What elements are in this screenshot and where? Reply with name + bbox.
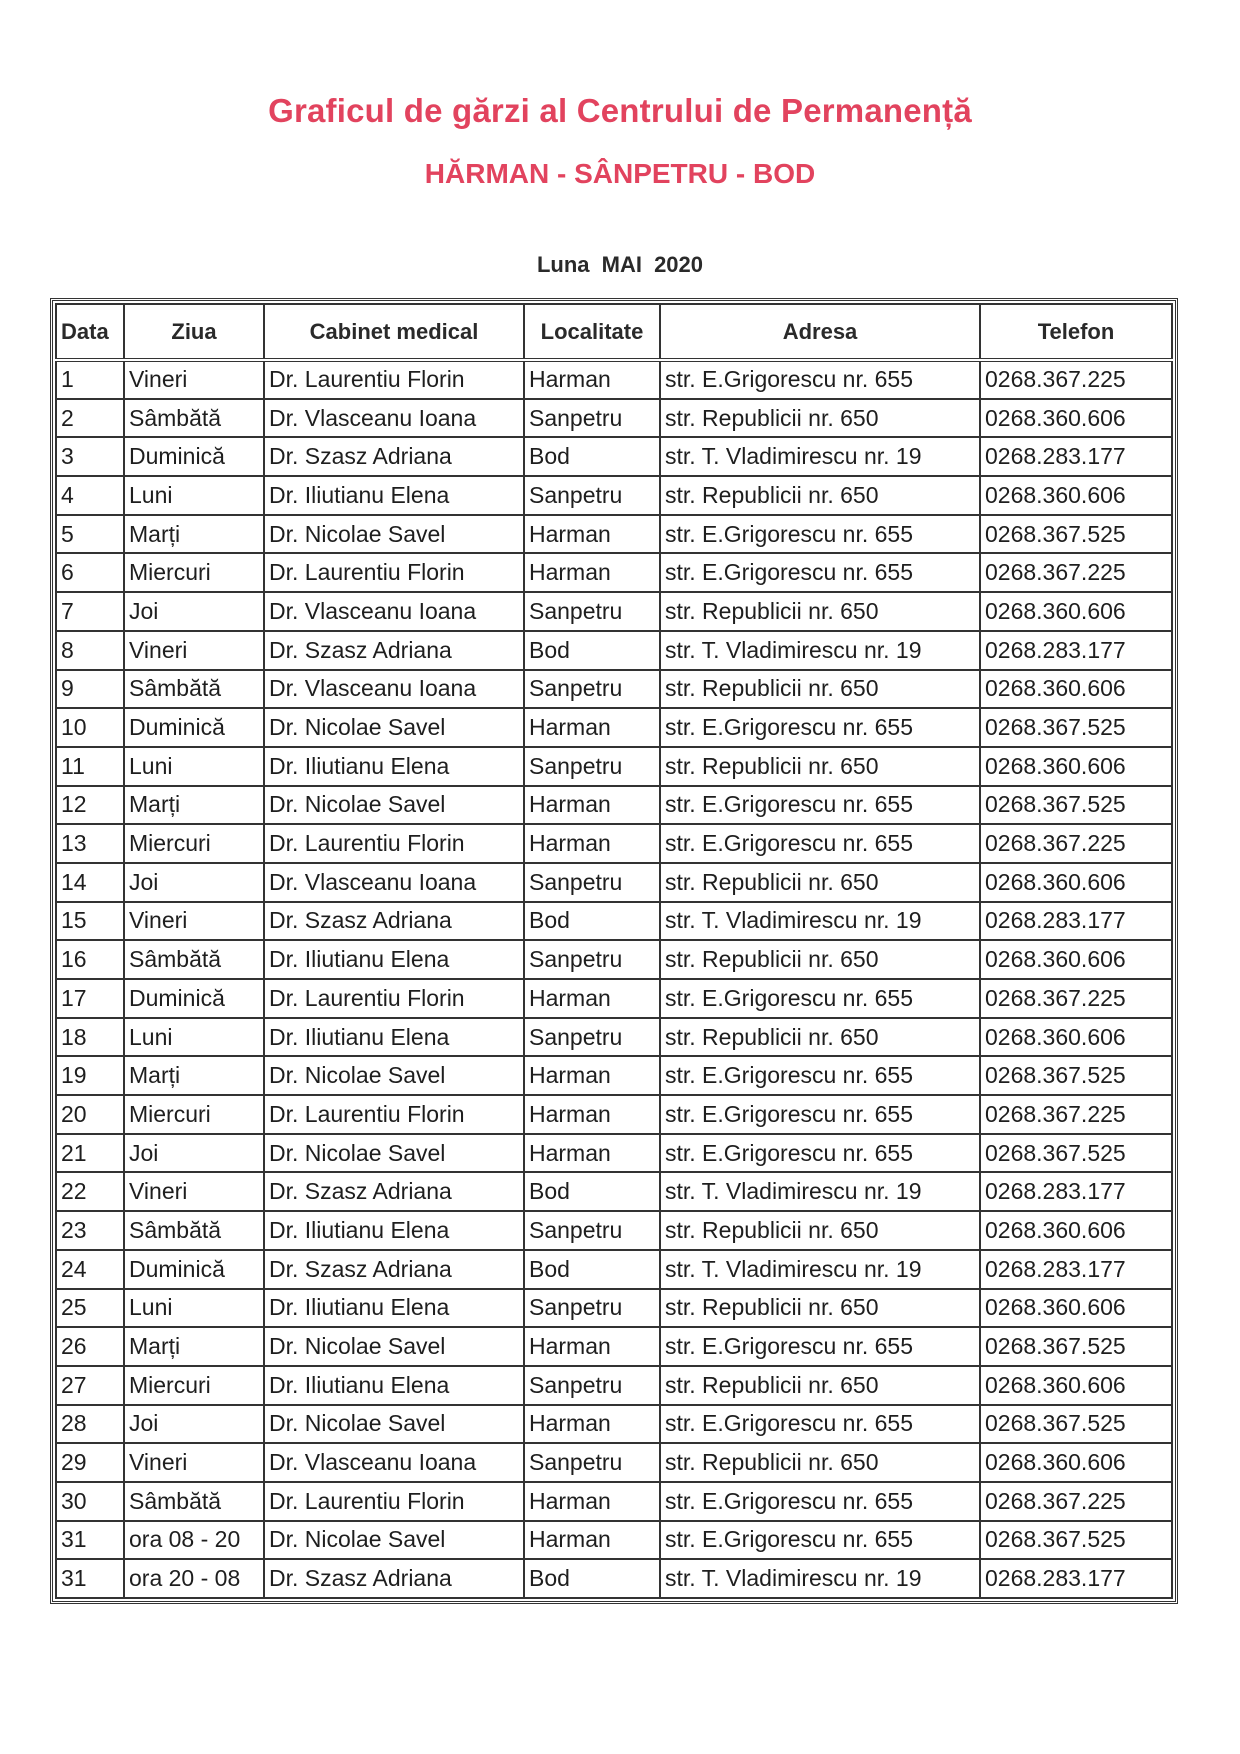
header-localitate: Localitate — [524, 304, 660, 360]
cell-phone: 0268.367.525 — [980, 1056, 1172, 1095]
table-row — [56, 437, 1172, 476]
cell-cabinet: Dr. Laurentiu Florin — [264, 824, 524, 863]
table-row — [56, 1482, 1172, 1521]
cell-phone: 0268.283.177 — [980, 902, 1172, 941]
cell-date: 17 — [56, 979, 124, 1018]
cell-phone: 0268.367.225 — [980, 360, 1172, 399]
cell-locality: Bod — [524, 631, 660, 670]
cell-address: str. Republicii nr. 650 — [660, 1018, 980, 1057]
cell-day: Sâmbătă — [124, 399, 264, 438]
cell-locality: Harman — [524, 1521, 660, 1560]
cell-cabinet: Dr. Szasz Adriana — [264, 1172, 524, 1211]
cell-cabinet: Dr. Iliutianu Elena — [264, 747, 524, 786]
cell-cabinet: Dr. Vlasceanu Ioana — [264, 1443, 524, 1482]
table-row — [56, 1443, 1172, 1482]
cell-date: 3 — [56, 437, 124, 476]
cell-phone: 0268.360.606 — [980, 670, 1172, 709]
table-header-row — [56, 304, 1172, 360]
cell-day: Sâmbătă — [124, 1482, 264, 1521]
cell-day: Vineri — [124, 360, 264, 399]
cell-address: str. T. Vladimirescu nr. 19 — [660, 902, 980, 941]
cell-day: Vineri — [124, 1172, 264, 1211]
cell-locality: Bod — [524, 1559, 660, 1598]
table-row — [56, 1405, 1172, 1444]
table-row — [56, 515, 1172, 554]
cell-phone: 0268.360.606 — [980, 863, 1172, 902]
cell-cabinet: Dr. Nicolae Savel — [264, 786, 524, 825]
cell-cabinet: Dr. Laurentiu Florin — [264, 1482, 524, 1521]
cell-locality: Harman — [524, 824, 660, 863]
cell-locality: Harman — [524, 1134, 660, 1173]
cell-day: Miercuri — [124, 1366, 264, 1405]
cell-address: str. Republicii nr. 650 — [660, 1443, 980, 1482]
cell-phone: 0268.360.606 — [980, 1443, 1172, 1482]
cell-phone: 0268.283.177 — [980, 1559, 1172, 1598]
cell-locality: Sanpetru — [524, 399, 660, 438]
cell-day: Marți — [124, 1327, 264, 1366]
cell-cabinet: Dr. Vlasceanu Ioana — [264, 399, 524, 438]
cell-locality: Harman — [524, 708, 660, 747]
table-row — [56, 1289, 1172, 1328]
cell-date: 9 — [56, 670, 124, 709]
table-body — [56, 360, 1172, 1598]
cell-date: 2 — [56, 399, 124, 438]
cell-cabinet: Dr. Nicolae Savel — [264, 1134, 524, 1173]
cell-day: Vineri — [124, 1443, 264, 1482]
cell-cabinet: Dr. Iliutianu Elena — [264, 1018, 524, 1057]
cell-phone: 0268.367.525 — [980, 1521, 1172, 1560]
cell-phone: 0268.367.225 — [980, 979, 1172, 1018]
cell-cabinet: Dr. Laurentiu Florin — [264, 553, 524, 592]
cell-day: Marți — [124, 515, 264, 554]
cell-address: str. Republicii nr. 650 — [660, 476, 980, 515]
table-row — [56, 399, 1172, 438]
header-cabinet-medical: Cabinet medical — [264, 304, 524, 360]
cell-phone: 0268.367.525 — [980, 708, 1172, 747]
month-label: Luna MAI 2020 — [536, 252, 704, 277]
cell-phone: 0268.360.606 — [980, 940, 1172, 979]
cell-address: str. Republicii nr. 650 — [660, 747, 980, 786]
cell-day: Duminică — [124, 708, 264, 747]
cell-day: Miercuri — [124, 553, 264, 592]
table-row — [56, 1327, 1172, 1366]
cell-date: 13 — [56, 824, 124, 863]
cell-phone: 0268.367.225 — [980, 1095, 1172, 1134]
cell-day: Joi — [124, 863, 264, 902]
cell-locality: Sanpetru — [524, 592, 660, 631]
table-row — [56, 1559, 1172, 1598]
table-row — [56, 553, 1172, 592]
cell-cabinet: Dr. Laurentiu Florin — [264, 979, 524, 1018]
table-row — [56, 1056, 1172, 1095]
cell-address: str. E.Grigorescu nr. 655 — [660, 824, 980, 863]
cell-phone: 0268.360.606 — [980, 476, 1172, 515]
cell-cabinet: Dr. Iliutianu Elena — [264, 1211, 524, 1250]
cell-day: Marți — [124, 1056, 264, 1095]
cell-address: str. E.Grigorescu nr. 655 — [660, 1095, 980, 1134]
cell-day: Sâmbătă — [124, 670, 264, 709]
cell-date: 31 — [56, 1559, 124, 1598]
cell-locality: Harman — [524, 786, 660, 825]
cell-date: 29 — [56, 1443, 124, 1482]
table-row — [56, 592, 1172, 631]
cell-date: 4 — [56, 476, 124, 515]
cell-locality: Sanpetru — [524, 1443, 660, 1482]
cell-locality: Sanpetru — [524, 863, 660, 902]
cell-cabinet: Dr. Vlasceanu Ioana — [264, 592, 524, 631]
cell-locality: Harman — [524, 1327, 660, 1366]
cell-locality: Bod — [524, 902, 660, 941]
cell-address: str. E.Grigorescu nr. 655 — [660, 1327, 980, 1366]
cell-address: str. E.Grigorescu nr. 655 — [660, 979, 980, 1018]
cell-locality: Harman — [524, 1482, 660, 1521]
cell-address: str. E.Grigorescu nr. 655 — [660, 1405, 980, 1444]
cell-locality: Bod — [524, 1250, 660, 1289]
cell-locality: Harman — [524, 515, 660, 554]
cell-locality: Sanpetru — [524, 747, 660, 786]
cell-day: Duminică — [124, 437, 264, 476]
cell-cabinet: Dr. Szasz Adriana — [264, 631, 524, 670]
cell-phone: 0268.367.525 — [980, 1327, 1172, 1366]
table-row — [56, 1134, 1172, 1173]
cell-day: Sâmbătă — [124, 1211, 264, 1250]
cell-address: str. E.Grigorescu nr. 655 — [660, 1482, 980, 1521]
cell-locality: Sanpetru — [524, 940, 660, 979]
cell-date: 10 — [56, 708, 124, 747]
cell-locality: Harman — [524, 1095, 660, 1134]
cell-date: 14 — [56, 863, 124, 902]
cell-cabinet: Dr. Nicolae Savel — [264, 1405, 524, 1444]
cell-locality: Bod — [524, 437, 660, 476]
cell-cabinet: Dr. Szasz Adriana — [264, 902, 524, 941]
cell-date: 18 — [56, 1018, 124, 1057]
cell-address: str. Republicii nr. 650 — [660, 1211, 980, 1250]
header-ziua: Ziua — [124, 304, 264, 360]
cell-address: str. Republicii nr. 650 — [660, 592, 980, 631]
table-row — [56, 360, 1172, 399]
cell-address: str. E.Grigorescu nr. 655 — [660, 1134, 980, 1173]
cell-address: str. Republicii nr. 650 — [660, 940, 980, 979]
cell-date: 19 — [56, 1056, 124, 1095]
cell-cabinet: Dr. Iliutianu Elena — [264, 1366, 524, 1405]
cell-phone: 0268.360.606 — [980, 1211, 1172, 1250]
cell-address: str. E.Grigorescu nr. 655 — [660, 708, 980, 747]
table-row — [56, 476, 1172, 515]
table-row — [56, 708, 1172, 747]
cell-locality: Harman — [524, 979, 660, 1018]
cell-phone: 0268.367.225 — [980, 553, 1172, 592]
cell-date: 7 — [56, 592, 124, 631]
cell-day: Duminică — [124, 1250, 264, 1289]
cell-day: ora 20 - 08 — [124, 1559, 264, 1598]
cell-address: str. E.Grigorescu nr. 655 — [660, 360, 980, 399]
cell-address: str. Republicii nr. 650 — [660, 863, 980, 902]
cell-date: 11 — [56, 747, 124, 786]
table-row — [56, 1521, 1172, 1560]
schedule-table-frame — [50, 298, 1178, 1604]
cell-phone: 0268.283.177 — [980, 437, 1172, 476]
cell-phone: 0268.360.606 — [980, 1366, 1172, 1405]
cell-day: ora 08 - 20 — [124, 1521, 264, 1560]
document-subtitle: HĂRMAN - SÂNPETRU - BOD — [424, 158, 816, 189]
cell-locality: Harman — [524, 553, 660, 592]
cell-cabinet: Dr. Nicolae Savel — [264, 1327, 524, 1366]
cell-day: Vineri — [124, 631, 264, 670]
cell-date: 23 — [56, 1211, 124, 1250]
cell-day: Joi — [124, 592, 264, 631]
table-row — [56, 979, 1172, 1018]
table-row — [56, 631, 1172, 670]
cell-phone: 0268.367.525 — [980, 1405, 1172, 1444]
table-row — [56, 786, 1172, 825]
cell-cabinet: Dr. Szasz Adriana — [264, 1559, 524, 1598]
cell-cabinet: Dr. Laurentiu Florin — [264, 1095, 524, 1134]
table-row — [56, 863, 1172, 902]
cell-address: str. T. Vladimirescu nr. 19 — [660, 1250, 980, 1289]
cell-date: 22 — [56, 1172, 124, 1211]
cell-cabinet: Dr. Nicolae Savel — [264, 1056, 524, 1095]
cell-address: str. T. Vladimirescu nr. 19 — [660, 631, 980, 670]
cell-address: str. E.Grigorescu nr. 655 — [660, 1056, 980, 1095]
cell-date: 30 — [56, 1482, 124, 1521]
document-title: Graficul de gărzi al Centrului de Permanență — [268, 92, 972, 129]
cell-cabinet: Dr. Iliutianu Elena — [264, 476, 524, 515]
cell-day: Marți — [124, 786, 264, 825]
cell-locality: Sanpetru — [524, 1018, 660, 1057]
cell-phone: 0268.360.606 — [980, 1018, 1172, 1057]
table-row — [56, 1211, 1172, 1250]
cell-locality: Sanpetru — [524, 1289, 660, 1328]
cell-cabinet: Dr. Iliutianu Elena — [264, 940, 524, 979]
cell-date: 24 — [56, 1250, 124, 1289]
cell-date: 28 — [56, 1405, 124, 1444]
header-telefon: Telefon — [980, 304, 1172, 360]
cell-date: 8 — [56, 631, 124, 670]
cell-locality: Bod — [524, 1172, 660, 1211]
cell-address: str. Republicii nr. 650 — [660, 1289, 980, 1328]
cell-date: 26 — [56, 1327, 124, 1366]
cell-date: 25 — [56, 1289, 124, 1328]
cell-day: Sâmbătă — [124, 940, 264, 979]
table-row — [56, 824, 1172, 863]
cell-address: str. T. Vladimirescu nr. 19 — [660, 1172, 980, 1211]
cell-date: 16 — [56, 940, 124, 979]
cell-locality: Sanpetru — [524, 670, 660, 709]
cell-date: 5 — [56, 515, 124, 554]
cell-day: Luni — [124, 1018, 264, 1057]
table-row — [56, 902, 1172, 941]
cell-phone: 0268.283.177 — [980, 1172, 1172, 1211]
cell-phone: 0268.367.225 — [980, 1482, 1172, 1521]
header-data: Data — [56, 304, 124, 360]
cell-cabinet: Dr. Nicolae Savel — [264, 515, 524, 554]
cell-phone: 0268.367.225 — [980, 824, 1172, 863]
cell-phone: 0268.360.606 — [980, 1289, 1172, 1328]
cell-date: 12 — [56, 786, 124, 825]
cell-day: Luni — [124, 747, 264, 786]
cell-locality: Harman — [524, 1056, 660, 1095]
table-row — [56, 747, 1172, 786]
table-row — [56, 940, 1172, 979]
cell-address: str. T. Vladimirescu nr. 19 — [660, 437, 980, 476]
cell-locality: Sanpetru — [524, 1211, 660, 1250]
cell-day: Miercuri — [124, 1095, 264, 1134]
cell-phone: 0268.360.606 — [980, 399, 1172, 438]
cell-day: Duminică — [124, 979, 264, 1018]
cell-date: 31 — [56, 1521, 124, 1560]
cell-cabinet: Dr. Laurentiu Florin — [264, 360, 524, 399]
table-row — [56, 1172, 1172, 1211]
schedule-table — [55, 303, 1173, 1599]
cell-address: str. Republicii nr. 650 — [660, 670, 980, 709]
table-row — [56, 1366, 1172, 1405]
cell-date: 15 — [56, 902, 124, 941]
cell-cabinet: Dr. Szasz Adriana — [264, 437, 524, 476]
cell-address: str. E.Grigorescu nr. 655 — [660, 786, 980, 825]
cell-date: 20 — [56, 1095, 124, 1134]
header-adresa: Adresa — [660, 304, 980, 360]
table-row — [56, 1095, 1172, 1134]
cell-cabinet: Dr. Szasz Adriana — [264, 1250, 524, 1289]
cell-phone: 0268.367.525 — [980, 1134, 1172, 1173]
cell-locality: Harman — [524, 1405, 660, 1444]
cell-day: Luni — [124, 1289, 264, 1328]
cell-address: str. Republicii nr. 650 — [660, 399, 980, 438]
cell-address: str. E.Grigorescu nr. 655 — [660, 553, 980, 592]
cell-phone: 0268.367.525 — [980, 786, 1172, 825]
cell-address: str. E.Grigorescu nr. 655 — [660, 515, 980, 554]
cell-locality: Sanpetru — [524, 476, 660, 515]
cell-cabinet: Dr. Iliutianu Elena — [264, 1289, 524, 1328]
cell-locality: Harman — [524, 360, 660, 399]
cell-date: 6 — [56, 553, 124, 592]
cell-address: str. E.Grigorescu nr. 655 — [660, 1521, 980, 1560]
cell-phone: 0268.360.606 — [980, 592, 1172, 631]
table-row — [56, 670, 1172, 709]
cell-day: Joi — [124, 1405, 264, 1444]
cell-address: str. T. Vladimirescu nr. 19 — [660, 1559, 980, 1598]
cell-phone: 0268.367.525 — [980, 515, 1172, 554]
cell-day: Vineri — [124, 902, 264, 941]
cell-day: Miercuri — [124, 824, 264, 863]
table-row — [56, 1250, 1172, 1289]
cell-day: Luni — [124, 476, 264, 515]
cell-cabinet: Dr. Vlasceanu Ioana — [264, 863, 524, 902]
cell-address: str. Republicii nr. 650 — [660, 1366, 980, 1405]
cell-cabinet: Dr. Nicolae Savel — [264, 708, 524, 747]
table-row — [56, 1018, 1172, 1057]
cell-day: Joi — [124, 1134, 264, 1173]
cell-locality: Sanpetru — [524, 1366, 660, 1405]
cell-phone: 0268.283.177 — [980, 631, 1172, 670]
cell-date: 1 — [56, 360, 124, 399]
cell-cabinet: Dr. Nicolae Savel — [264, 1521, 524, 1560]
cell-phone: 0268.360.606 — [980, 747, 1172, 786]
cell-date: 27 — [56, 1366, 124, 1405]
cell-cabinet: Dr. Vlasceanu Ioana — [264, 670, 524, 709]
cell-date: 21 — [56, 1134, 124, 1173]
cell-phone: 0268.283.177 — [980, 1250, 1172, 1289]
